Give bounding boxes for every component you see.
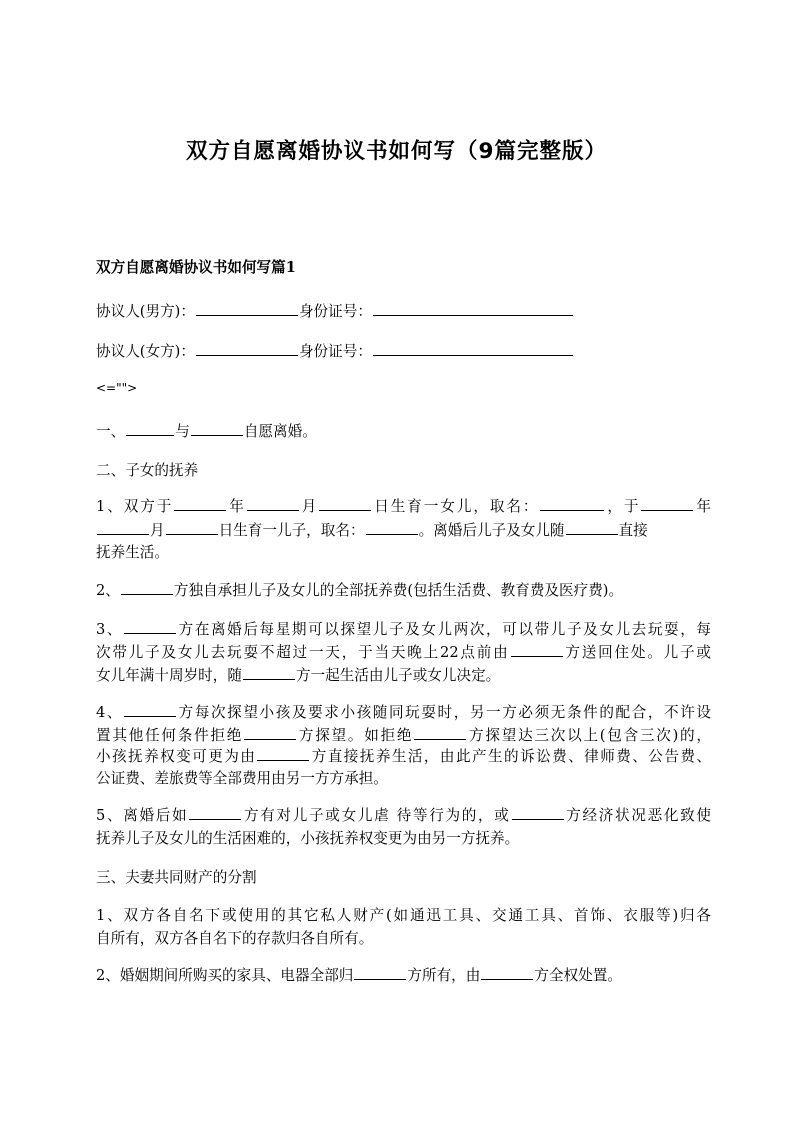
party-male-line — [96, 302, 711, 322]
blank — [540, 509, 604, 511]
child-clause-1-line3: 抚养生活。 — [96, 544, 169, 561]
property-clause-1-line2: 自所有，双方各自名下的存款归各自所有。 — [96, 930, 374, 947]
blank — [414, 738, 466, 740]
blank — [97, 533, 149, 535]
clause-1: 一、 与 自愿离婚。 — [96, 423, 317, 440]
property-clause-1-line1: 1、双方各自名下或使用的其它私人财产(如通迅工具、交通工具、首饰、衣服等)归各 — [96, 907, 711, 924]
blank — [121, 593, 173, 595]
blank — [166, 533, 218, 535]
party-female-name-blank — [196, 354, 298, 356]
blank — [257, 759, 309, 761]
blank — [244, 738, 296, 740]
blank — [174, 509, 226, 511]
blank — [641, 509, 693, 511]
id-label: 身份证号： — [298, 303, 372, 320]
blank — [191, 434, 243, 436]
child-clause-4-line3: 小孩抚养权变可更为由 方直接抚养生活，由此产生的诉讼费、律师费、公告费、 — [96, 748, 711, 765]
blank — [126, 434, 174, 436]
blank — [124, 632, 176, 634]
child-clause-5-line1: 5、离婚后如 方有对儿子或女儿虐 待等行为的，或 方经济状况恶化致使 — [96, 807, 711, 824]
stray-markup-text: <=""> — [96, 381, 138, 395]
child-clause-3-line2: 次带儿子及女儿去玩耍不超过一天，于当天晚上22点前由 方送回住处。儿子或 — [96, 644, 711, 661]
child-clause-5-line2: 抚养儿子及女儿的生活困难的，小孩抚养权变更为由另一方抚养。 — [96, 830, 520, 847]
blank — [511, 655, 563, 657]
child-clause-1-line2: 月 日生育一儿子，取名： 。离婚后儿子及女儿随 直接 — [96, 521, 711, 541]
blank — [354, 978, 406, 980]
child-clause-3-line3: 女儿年满十周岁时，随 方一起生活由儿子或女儿决定。 — [96, 667, 501, 684]
blank — [319, 509, 371, 511]
blank — [512, 818, 564, 820]
heading-property-division: 三、夫妻共同财产的分割 — [96, 869, 257, 886]
id-label: 身份证号： — [298, 343, 372, 360]
child-clause-3-line1: 3、 方在离婚后每星期可以探望儿子及女儿两次，可以带儿子及女儿去玩耍，每 — [96, 621, 711, 638]
blank — [366, 533, 418, 535]
party-female-label: 协议人(女方)： — [96, 343, 195, 360]
party-male-name-blank — [196, 314, 298, 316]
document-title: 双方自愿离婚协议书如何写（9篇完整版） — [186, 139, 607, 164]
property-clause-2: 2、婚姻期间所购买的家具、电器全部归 方所有，由 方全权处置。 — [96, 967, 622, 984]
party-female-id-blank — [373, 354, 573, 356]
child-clause-4-line1: 4、 方每次探望小孩及要求小孩随同玩耍时，另一方必须无条件的配合，不许设 — [96, 704, 711, 721]
child-clause-2: 2、 方独自承担儿子及女儿的全部抚养费(包括生活费、教育费及医疗费)。 — [96, 582, 624, 599]
blank — [124, 715, 176, 717]
child-clause-4-line4: 公证费、差旅费等全部费用由另一方方承担。 — [96, 770, 388, 787]
blank — [566, 533, 618, 535]
party-male-id-blank — [373, 314, 573, 316]
blank — [189, 818, 241, 820]
heading-child-support: 二、子女的抚养 — [96, 462, 199, 479]
blank — [243, 678, 295, 680]
party-female-line — [96, 342, 711, 362]
party-male-label: 协议人(男方)： — [96, 303, 195, 320]
section-heading: 双方自愿离婚协议书如何写篇1 — [96, 259, 296, 276]
child-clause-1-line1: 1、双方于 年 月 日生育一女儿，取名： ，于 年 — [96, 498, 711, 515]
blank — [481, 978, 533, 980]
child-clause-4-line2: 置其他任何条件拒绝 方探望。如拒绝 方探望达三次以上(包含三次)的， — [96, 727, 711, 744]
blank — [247, 509, 299, 511]
